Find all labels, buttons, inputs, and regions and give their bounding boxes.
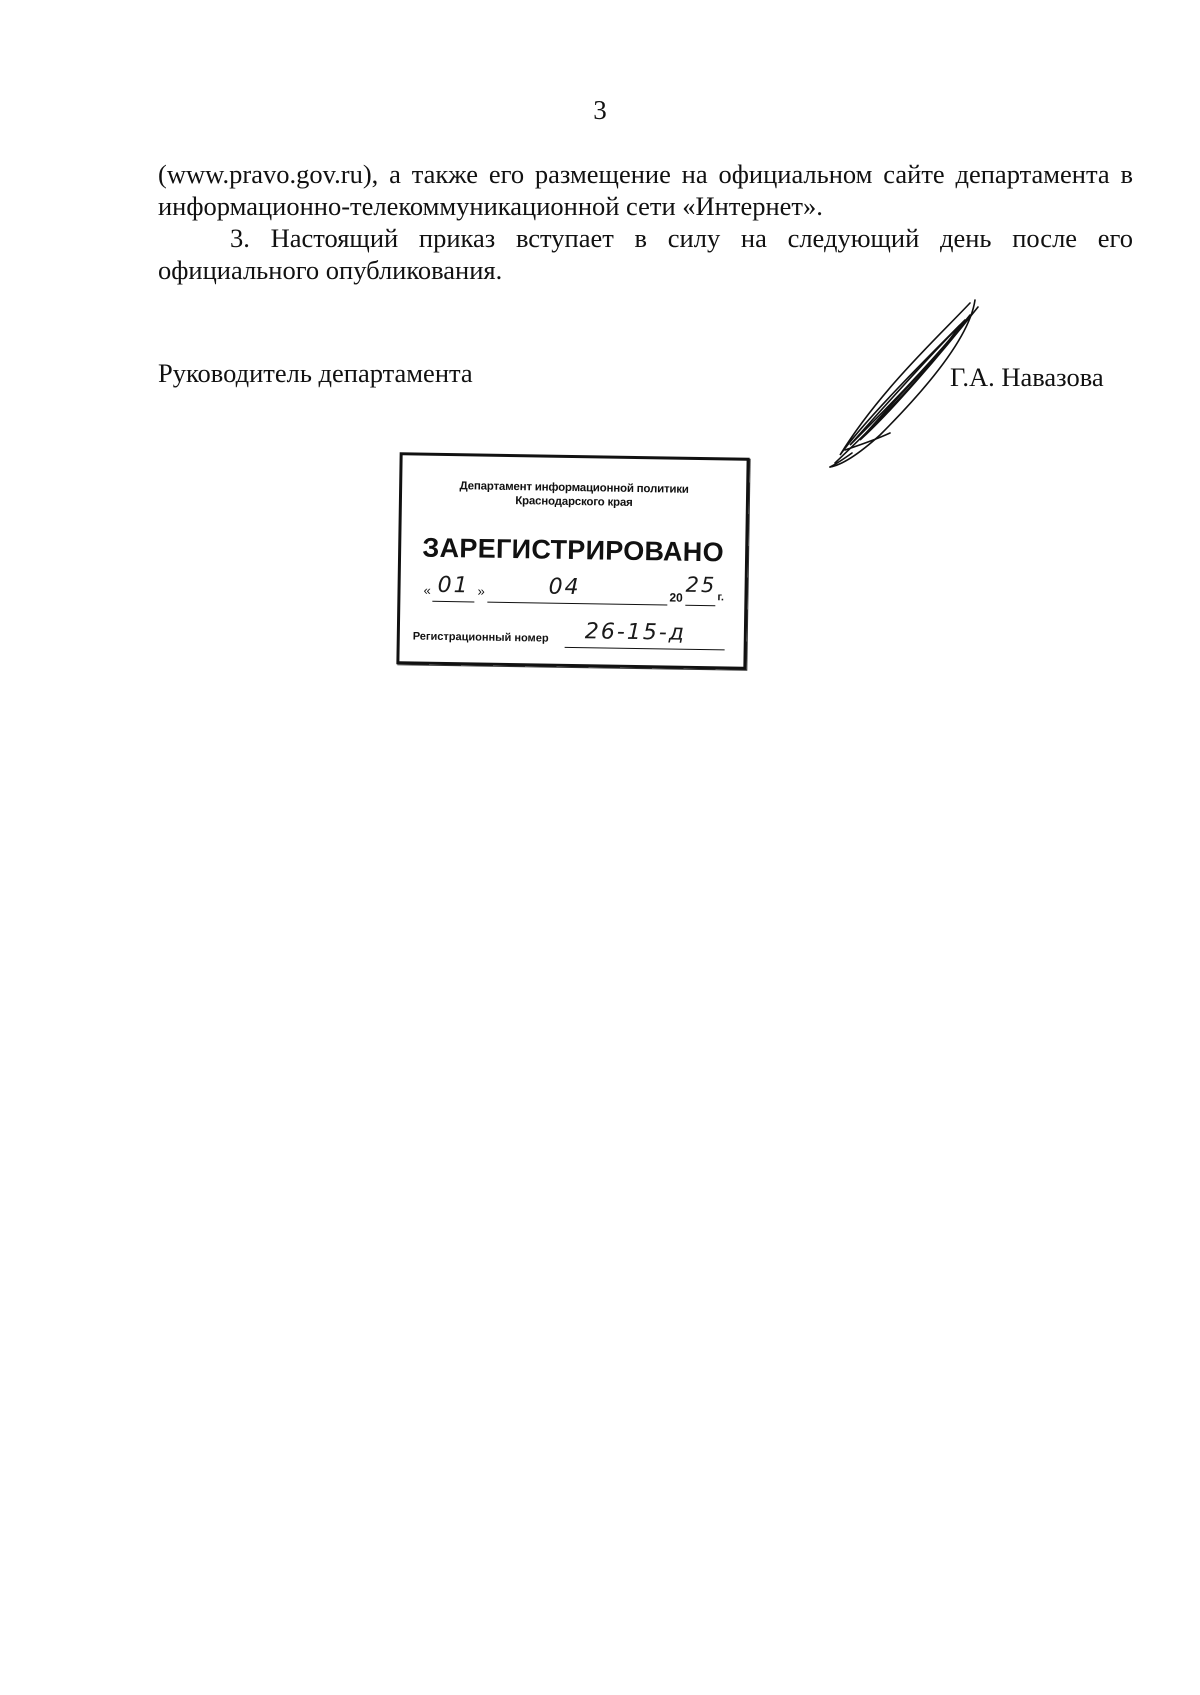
stamp-reg-number-label: Регистрационный номер [412, 630, 549, 645]
stamp-registration-row [413, 616, 729, 653]
stamp-day: 01 [437, 572, 470, 599]
reg-number-underline [565, 647, 725, 651]
stamp-open-quote: « [423, 582, 431, 598]
stamp-month: 04 [548, 574, 581, 601]
stamp-year-suffix: 25 [685, 572, 717, 598]
month-underline [487, 602, 667, 606]
stamp-close-quote: » [477, 583, 485, 599]
stamp-year-prefix: 20 [669, 590, 683, 605]
day-underline [432, 601, 474, 603]
document-body [158, 158, 1133, 286]
stamp-reg-number: 26-15-д [584, 619, 687, 646]
stamp-date-row [423, 572, 729, 610]
signatory-title: Руководитель департамента [158, 358, 473, 388]
paragraph-effective-date: 3. Настоящий приказ вступает в силу на следующий день после его официального опубликования. [158, 223, 1133, 285]
stamp-department-line-2: Краснодарского края [515, 495, 633, 509]
page-number: 3 [593, 95, 607, 125]
stamp-year-label: г. [717, 591, 725, 604]
stamp-status: ЗАРЕГИСТРИРОВАНО [422, 532, 725, 568]
paragraph-publication: (www.pravo.gov.ru), а также его размещение на официальном сайте департамента в информационно-телекоммуникационной сети «Интернет». [158, 159, 1133, 221]
stamp-department [399, 478, 749, 511]
registration-stamp [396, 452, 749, 669]
year-underline [685, 605, 715, 606]
signatory-name: Г.А. Навазова [950, 362, 1104, 392]
stamp-department-line-1: Департамент информационной политики [459, 480, 689, 496]
